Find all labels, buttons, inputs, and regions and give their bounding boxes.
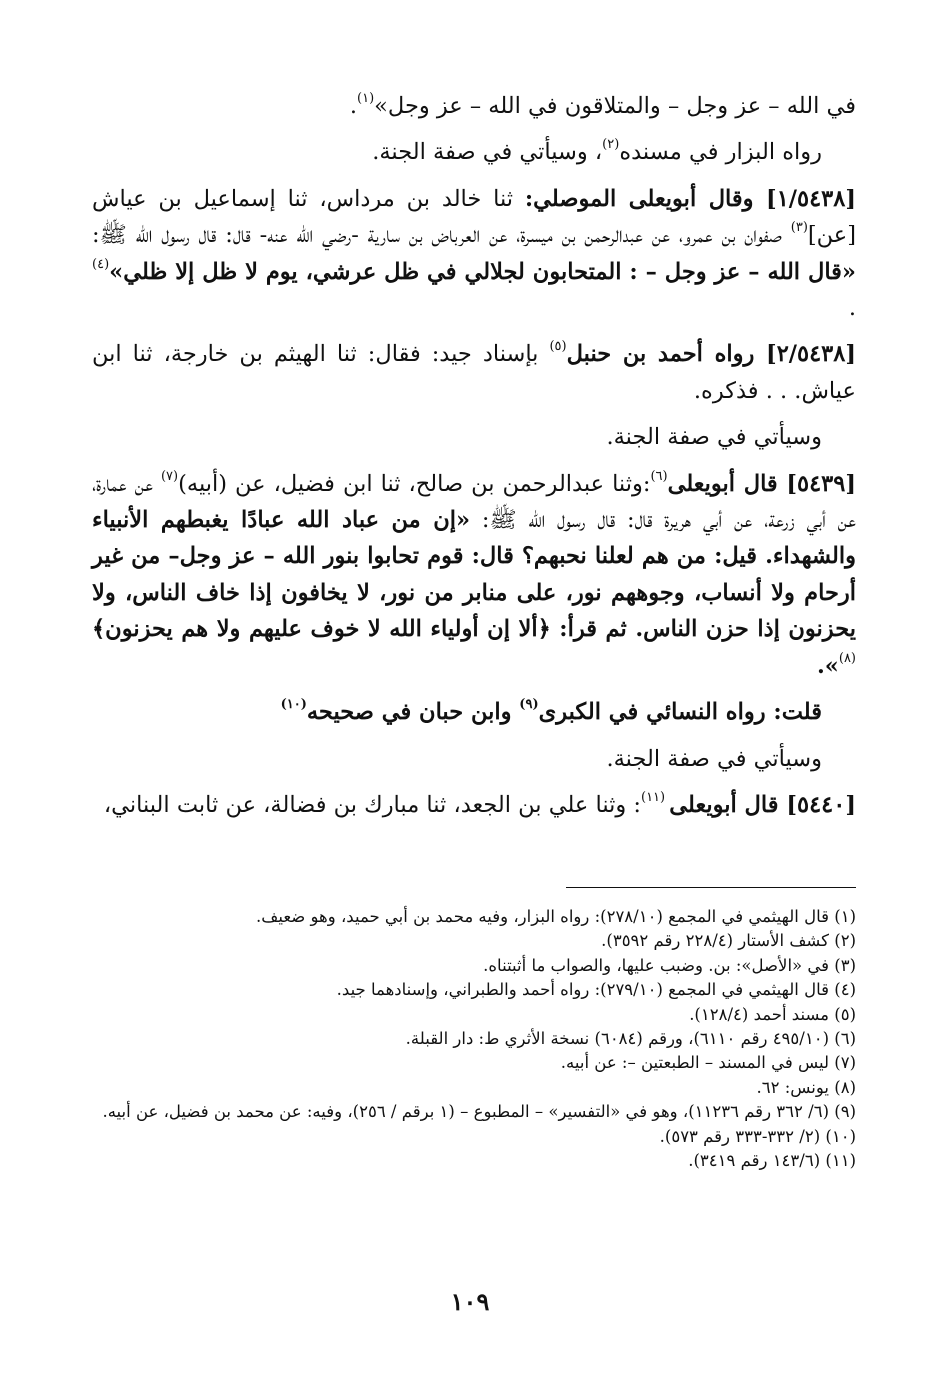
hadith-number-5439: [٥٤٣٩] قال أبويعلى xyxy=(667,470,857,497)
footnote-ref-8: (٨) xyxy=(838,650,856,666)
footnote-ref-7: (٧) xyxy=(160,468,179,484)
text-line-1: في الله – عز وجل – والمتلاقون في الله – عز وجل»$^{(١)}$. xyxy=(349,90,856,119)
footnote: (١٠) (٢/ ٣٣٢-٣٣٣ رقم ٥٧٣). xyxy=(659,1126,856,1146)
footnote: (٦) (٤٩٥/١٠ رقم ٦١١٠)، ورقم (٦٠٨٤) نسخة الأثري ط: دار القبلة. xyxy=(405,1029,856,1049)
footnote: (١١) (١٤٣/٦ رقم ٣٤١٩). xyxy=(688,1151,856,1171)
footnote-ref-10: (١٠) xyxy=(280,697,307,713)
hadith-number-5440: [٥٤٤٠] قال أبويعلى xyxy=(669,791,856,818)
footnote: (٤) قال الهيثمي في المجمع (٢٧٩/١٠): رواه أحمد والطبراني، وإسنادهما جيد. xyxy=(336,980,856,1000)
footnote: (٨) يونس: ٦٢. xyxy=(756,1077,856,1097)
footnotes xyxy=(92,905,856,1173)
footnote-separator xyxy=(566,887,856,888)
paragraph-bazzar: رواه البزار في مسنده$^{(٢)}$، وسيأتي في صفة الجنة. xyxy=(372,137,822,166)
page-number: ١٠٩ xyxy=(450,1287,490,1316)
footnote-ref-2: (٢) xyxy=(602,137,620,153)
footnote-ref-4: (٤) xyxy=(92,256,110,272)
footnote-ref-1: (١) xyxy=(357,90,375,106)
paragraph-janna-1: وسيأتي في صفة الجنة. xyxy=(606,424,822,451)
hadith-number-5438-2: [٢/٥٤٣٨] رواه أحمد بن حنبل xyxy=(566,341,856,368)
footnote-ref-3: (٣) xyxy=(790,220,808,236)
hadith-matn: «إن من عباد الله عبادًا يغبطهم الأنبياء والشهداء. قيل: من هم لعلنا نحبهم؟ قال: قوم تحابوا بنور الله – عز وجل– من غير أرحام ولا أنساب، وجوههم نور، على منابر من نور، لا يخافون إذا خاف الناس، ولا يحزنون إذا حزن الناس. ثم قرأ: ﴿ألا إن أولياء الله لا خوف عليهم ولا هم يحزنون﴾ xyxy=(92,507,856,643)
footnote: (٩) (٦/ ٣٦٢ رقم ١١٢٣٦)، وهو في «التفسير» – المطبوع – (١ برقم / ٢٥٦)، وفيه: عن محمد بن فضيل، عن أبيه. xyxy=(102,1102,856,1122)
footnote-ref-5: (٥) xyxy=(549,339,567,355)
footnote: (٧) ليس في المسند – الطبعتين –: عن أبيه. xyxy=(560,1053,856,1073)
hadith-5438-1: [١/٥٤٣٨] وقال أبويعلى الموصلي: ثنا خالد بن مرداس، ثنا إسماعيل بن عياش [عن]$^{(٣)}$ صفوان بن عمرو، عن عبدالرحمن بن ميسرة، عن العرباض بن سارية -رضي الله عنه- قال: قال رسول الله ﷺ: «قال الله – عز وجل – : المتحابون لجلالي في ظل عرشي، يوم لا ظل إلا ظلي»$^{(٤)}$ . xyxy=(92,185,856,322)
footnote: (١) قال الهيثمي في المجمع (٢٧٨/١٠): رواه البزار، وفيه محمد بن أبي حميد، وهو ضعيف. xyxy=(256,907,856,926)
hadith-5439: [٥٤٣٩] قال أبويعلى$^{(٦)}$:وثنا عبدالرحمن بن صالح، ثنا ابن فضيل، عن (أبيه)$^{(٧)}$ عن عمارة، عن أبي زرعة، عن أبي هريرة قال: قال رسول الله ﷺ: «إن من عباد الله عبادًا يغبطهم الأنبياء والشهداء. قيل: من هم لعلنا نحبهم؟ قال: قوم تحابوا بنور الله – عز وجل– من غير أرحام ولا أنساب، وجوههم نور، على منابر من نور، لا يخافون إذا خاف الناس، ولا يحزنون إذا حزن الناس. ثم قرأ: ﴿ألا إن أولياء الله لا خوف عليهم ولا هم يحزنون﴾$^{(٨)}$». xyxy=(92,468,857,679)
hadith-number-5438-1: [١/٥٤٣٨] وقال أبويعلى الموصلي: xyxy=(524,185,856,212)
main-text xyxy=(92,88,856,823)
hadith-5440: [٥٤٤٠] قال أبويعلى $^{(١١)}$: وثنا علي بن الجعد، ثنا مبارك بن فضالة، عن ثابت البناني، xyxy=(103,789,856,818)
footnote-ref-11: (١١) xyxy=(641,789,670,805)
paragraph-janna-2: وسيأتي في صفة الجنة. xyxy=(606,745,822,772)
footnote: (٥) مسند أحمد (١٢٨/٤). xyxy=(689,1004,856,1024)
footnote-ref-6: (٦) xyxy=(650,468,668,484)
footnote: (٣) في «الأصل»: بن. وضبب عليها، والصواب ما أثبتناه. xyxy=(483,955,856,975)
hadith-5438-2: [٢/٥٤٣٨] رواه أحمد بن حنبل$^{(٥)}$ بإسناد جيد: فقال: ثنا الهيثم بن خارجة، ثنا ابن عياش. . . فذكره. xyxy=(92,339,856,404)
footnote: (٢) كشف الأستار (٢٢٨/٤ رقم ٣٥٩٢). xyxy=(601,931,856,951)
hadith-matn: «قال الله – عز وجل – : المتحابون لجلالي في ظل عرشي، يوم لا ظل إلا ظلي» xyxy=(109,258,856,285)
footnote-ref-9: (٩) xyxy=(519,697,539,713)
paragraph-qult: قلت: رواه النسائي في الكبرى$^{(٩)}$ وابن حبان في صحيحه$^{(١٠)}$ xyxy=(280,697,822,726)
